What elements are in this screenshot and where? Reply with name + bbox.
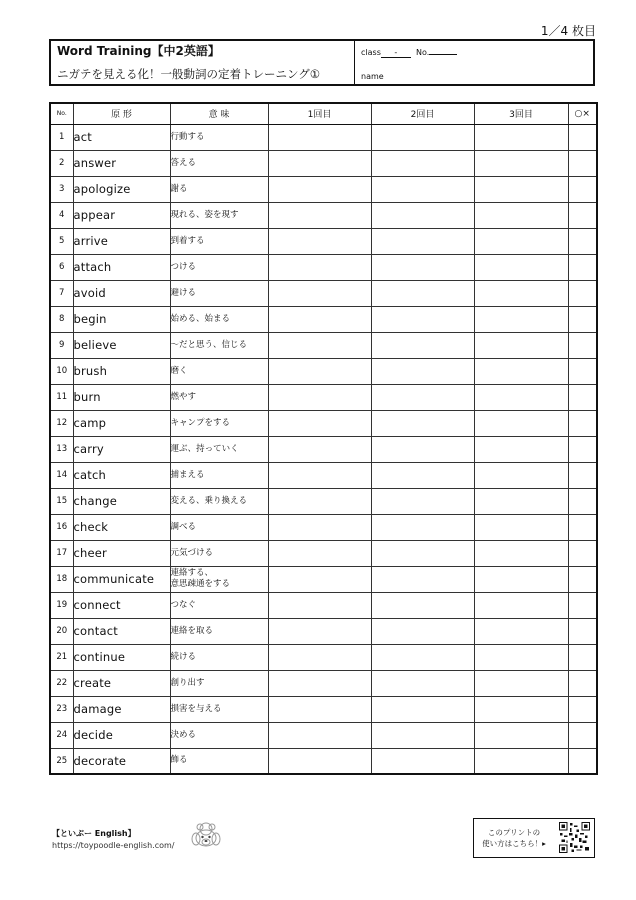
check-mark-cell[interactable] [568, 696, 597, 722]
word-base-form: decide [73, 722, 170, 748]
check-mark-cell[interactable] [568, 592, 597, 618]
word-meaning: 捕まえる [170, 462, 268, 488]
attempt-3-cell[interactable] [474, 592, 568, 618]
check-mark-cell[interactable] [568, 124, 597, 150]
check-mark-cell[interactable] [568, 332, 597, 358]
attempt-1-cell[interactable] [268, 280, 371, 306]
word-meaning: 燃やす [170, 384, 268, 410]
attempt-2-cell[interactable] [371, 540, 474, 566]
attempt-2-cell[interactable] [371, 150, 474, 176]
table-row [50, 436, 597, 462]
word-base-form: believe [73, 332, 170, 358]
attempt-3-cell[interactable] [474, 436, 568, 462]
check-mark-cell[interactable] [568, 540, 597, 566]
check-mark-cell[interactable] [568, 384, 597, 410]
check-mark-cell[interactable] [568, 254, 597, 280]
name-label: name [361, 72, 384, 81]
row-number: 24 [50, 722, 73, 748]
attempt-1-cell[interactable] [268, 696, 371, 722]
check-mark-cell[interactable] [568, 436, 597, 462]
attempt-3-cell[interactable] [474, 332, 568, 358]
word-base-form: burn [73, 384, 170, 410]
word-meaning: つなぐ [170, 592, 268, 618]
attempt-2-cell[interactable] [371, 722, 474, 748]
word-base-form: carry [73, 436, 170, 462]
check-mark-cell[interactable] [568, 670, 597, 696]
word-base-form: begin [73, 306, 170, 332]
class-field[interactable] [381, 48, 411, 58]
word-meaning: つける [170, 254, 268, 280]
word-table [49, 102, 598, 775]
table-row [50, 202, 597, 228]
check-mark-cell[interactable] [568, 150, 597, 176]
attempt-2-cell[interactable] [371, 358, 474, 384]
check-mark-cell[interactable] [568, 358, 597, 384]
attempt-3-cell[interactable] [474, 176, 568, 202]
attempt-1-cell[interactable] [268, 592, 371, 618]
table-row [50, 488, 597, 514]
attempt-1-cell[interactable] [268, 202, 371, 228]
attempt-1-cell[interactable] [268, 176, 371, 202]
header-base-form: 原 形 [73, 103, 170, 124]
row-number: 15 [50, 488, 73, 514]
check-mark-cell[interactable] [568, 410, 597, 436]
word-base-form: avoid [73, 280, 170, 306]
word-base-form: apologize [73, 176, 170, 202]
row-number: 1 [50, 124, 73, 150]
row-number: 5 [50, 228, 73, 254]
attempt-1-cell[interactable] [268, 462, 371, 488]
row-number: 4 [50, 202, 73, 228]
attempt-3-cell[interactable] [474, 566, 568, 592]
table-row [50, 358, 597, 384]
table-row [50, 410, 597, 436]
site-url-link[interactable]: https://toypoodle-english.com/ [52, 841, 175, 850]
word-base-form: camp [73, 410, 170, 436]
poodle-dog-icon [187, 821, 225, 851]
word-base-form: answer [73, 150, 170, 176]
table-row [50, 722, 597, 748]
worksheet-header [49, 39, 595, 86]
table-row [50, 618, 597, 644]
word-base-form: attach [73, 254, 170, 280]
attempt-3-cell[interactable] [474, 670, 568, 696]
attempt-1-cell[interactable] [268, 306, 371, 332]
attempt-2-cell[interactable] [371, 332, 474, 358]
word-meaning: 磨く [170, 358, 268, 384]
attempt-1-cell[interactable] [268, 150, 371, 176]
attempt-3-cell[interactable] [474, 514, 568, 540]
word-base-form: act [73, 124, 170, 150]
row-number: 10 [50, 358, 73, 384]
attempt-2-cell[interactable] [371, 592, 474, 618]
word-meaning: 創り出す [170, 670, 268, 696]
row-number: 7 [50, 280, 73, 306]
table-row [50, 280, 597, 306]
attempt-2-cell[interactable] [371, 124, 474, 150]
attempt-2-cell[interactable] [371, 644, 474, 670]
word-meaning: 決める [170, 722, 268, 748]
attempt-3-cell[interactable] [474, 722, 568, 748]
attempt-1-cell[interactable] [268, 254, 371, 280]
attempt-3-cell[interactable] [474, 202, 568, 228]
word-base-form: contact [73, 618, 170, 644]
attempt-2-cell[interactable] [371, 410, 474, 436]
word-meaning: キャンプをする [170, 410, 268, 436]
no-label: No. [415, 48, 430, 57]
attempt-3-cell[interactable] [474, 306, 568, 332]
word-base-form: appear [73, 202, 170, 228]
attempt-3-cell[interactable] [474, 644, 568, 670]
attempt-3-cell[interactable] [474, 748, 568, 774]
table-row [50, 384, 597, 410]
word-meaning: 行動する [170, 124, 268, 150]
attempt-2-cell[interactable] [371, 176, 474, 202]
word-base-form: create [73, 670, 170, 696]
word-base-form: cheer [73, 540, 170, 566]
table-row [50, 514, 597, 540]
word-base-form: damage [73, 696, 170, 722]
check-mark-cell[interactable] [568, 176, 597, 202]
check-mark-cell[interactable] [568, 566, 597, 592]
attempt-2-cell[interactable] [371, 436, 474, 462]
row-number: 25 [50, 748, 73, 774]
row-number: 2 [50, 150, 73, 176]
row-number: 22 [50, 670, 73, 696]
attempt-1-cell[interactable] [268, 488, 371, 514]
header-attempt-1: 1回目 [268, 103, 371, 124]
attempt-3-cell[interactable] [474, 384, 568, 410]
table-header-row [50, 103, 597, 124]
row-number: 11 [50, 384, 73, 410]
word-base-form: brush [73, 358, 170, 384]
row-number: 23 [50, 696, 73, 722]
student-info-block [355, 41, 593, 84]
qr-code-icon[interactable] [559, 822, 590, 853]
header-no: No. [50, 103, 73, 124]
check-mark-cell[interactable] [568, 228, 597, 254]
table-row [50, 124, 597, 150]
table-row [50, 462, 597, 488]
row-number: 21 [50, 644, 73, 670]
attempt-3-cell[interactable] [474, 124, 568, 150]
table-row [50, 150, 597, 176]
attempt-3-cell[interactable] [474, 228, 568, 254]
attempt-3-cell[interactable] [474, 618, 568, 644]
attempt-2-cell[interactable] [371, 384, 474, 410]
attempt-2-cell[interactable] [371, 228, 474, 254]
word-base-form: connect [73, 592, 170, 618]
howto-line-1: このプリントの [487, 828, 541, 837]
attempt-2-cell[interactable] [371, 462, 474, 488]
word-base-form: change [73, 488, 170, 514]
check-mark-cell[interactable] [568, 618, 597, 644]
attempt-1-cell[interactable] [268, 384, 371, 410]
word-meaning: 到着する [170, 228, 268, 254]
word-base-form: check [73, 514, 170, 540]
worksheet-title: Word Training【中2英語】 [57, 44, 220, 58]
attempt-2-cell[interactable] [371, 202, 474, 228]
attempt-3-cell[interactable] [474, 358, 568, 384]
number-field[interactable] [429, 45, 457, 55]
row-number: 20 [50, 618, 73, 644]
table-row [50, 540, 597, 566]
attempt-1-cell[interactable] [268, 436, 371, 462]
check-mark-cell[interactable] [568, 306, 597, 332]
attempt-2-cell[interactable] [371, 618, 474, 644]
attempt-1-cell[interactable] [268, 514, 371, 540]
attempt-2-cell[interactable] [371, 514, 474, 540]
attempt-1-cell[interactable] [268, 228, 371, 254]
row-number: 19 [50, 592, 73, 618]
worksheet-subtitle: ニガテを見える化！一般動詞の定着トレーニング① [57, 67, 321, 81]
word-base-form: communicate [73, 566, 170, 592]
attempt-2-cell[interactable] [371, 254, 474, 280]
word-meaning: 避ける [170, 280, 268, 306]
check-mark-cell[interactable] [568, 644, 597, 670]
attempt-1-cell[interactable] [268, 722, 371, 748]
attempt-1-cell[interactable] [268, 644, 371, 670]
howto-text [478, 827, 550, 850]
word-meaning: 連絡を取る [170, 618, 268, 644]
word-meaning: 現れる、姿を現す [170, 202, 268, 228]
word-meaning: 答える [170, 150, 268, 176]
word-meaning: 飾る [170, 748, 268, 774]
row-number: 16 [50, 514, 73, 540]
attempt-2-cell[interactable] [371, 306, 474, 332]
attempt-2-cell[interactable] [371, 696, 474, 722]
page-number: 1／4 枚目 [540, 24, 596, 38]
attempt-3-cell[interactable] [474, 696, 568, 722]
check-mark-cell[interactable] [568, 514, 597, 540]
table-row [50, 644, 597, 670]
row-number: 3 [50, 176, 73, 202]
table-row [50, 566, 597, 592]
word-meaning: ～だと思う、信じる [170, 332, 268, 358]
word-meaning: 変える、乗り換える [170, 488, 268, 514]
attempt-1-cell[interactable] [268, 358, 371, 384]
attempt-2-cell[interactable] [371, 566, 474, 592]
word-meaning: 謝る [170, 176, 268, 202]
word-meaning: 元気づける [170, 540, 268, 566]
table-row [50, 748, 597, 774]
row-number: 14 [50, 462, 73, 488]
attempt-3-cell[interactable] [474, 150, 568, 176]
attempt-3-cell[interactable] [474, 540, 568, 566]
row-number: 12 [50, 410, 73, 436]
word-rows [50, 124, 597, 774]
attempt-2-cell[interactable] [371, 748, 474, 774]
row-number: 18 [50, 566, 73, 592]
word-base-form: arrive [73, 228, 170, 254]
attempt-2-cell[interactable] [371, 488, 474, 514]
attempt-1-cell[interactable] [268, 670, 371, 696]
header-meaning: 意 味 [170, 103, 268, 124]
table-row [50, 332, 597, 358]
attempt-1-cell[interactable] [268, 124, 371, 150]
attempt-3-cell[interactable] [474, 410, 568, 436]
attempt-1-cell[interactable] [268, 332, 371, 358]
table-row [50, 176, 597, 202]
class-label: class [361, 48, 381, 57]
table-row [50, 306, 597, 332]
attempt-1-cell[interactable] [268, 566, 371, 592]
howto-link-box[interactable] [473, 818, 595, 858]
check-mark-cell[interactable] [568, 202, 597, 228]
word-meaning: 調べる [170, 514, 268, 540]
attempt-3-cell[interactable] [474, 488, 568, 514]
table-row [50, 228, 597, 254]
header-attempt-2: 2回目 [371, 103, 474, 124]
row-number: 9 [50, 332, 73, 358]
attempt-3-cell[interactable] [474, 462, 568, 488]
word-meaning: 連絡する、 意思疎通をする [170, 566, 268, 592]
row-number: 6 [50, 254, 73, 280]
title-block [51, 41, 355, 84]
check-mark-cell[interactable] [568, 462, 597, 488]
word-meaning: 続ける [170, 644, 268, 670]
check-mark-cell[interactable] [568, 748, 597, 774]
header-check-mark: ○× [568, 103, 597, 124]
word-meaning: 始める、始まる [170, 306, 268, 332]
check-mark-cell[interactable] [568, 722, 597, 748]
table-row [50, 696, 597, 722]
class-number-line [361, 45, 457, 58]
row-number: 13 [50, 436, 73, 462]
attempt-1-cell[interactable] [268, 540, 371, 566]
word-base-form: continue [73, 644, 170, 670]
word-meaning: 損害を与える [170, 696, 268, 722]
row-number: 8 [50, 306, 73, 332]
table-row [50, 254, 597, 280]
word-base-form: catch [73, 462, 170, 488]
attempt-2-cell[interactable] [371, 670, 474, 696]
attempt-3-cell[interactable] [474, 254, 568, 280]
word-base-form: decorate [73, 748, 170, 774]
attempt-3-cell[interactable] [474, 280, 568, 306]
howto-line-2: 使い方はこちら！▸ [482, 839, 546, 849]
attempt-2-cell[interactable] [371, 280, 474, 306]
check-mark-cell[interactable] [568, 280, 597, 306]
table-row [50, 592, 597, 618]
table-row [50, 670, 597, 696]
check-mark-cell[interactable] [568, 488, 597, 514]
brand-name: 【といぷー English】 [52, 829, 136, 838]
row-number: 17 [50, 540, 73, 566]
attempt-1-cell[interactable] [268, 410, 371, 436]
class-dash: - [394, 48, 398, 57]
header-attempt-3: 3回目 [474, 103, 568, 124]
attempt-1-cell[interactable] [268, 618, 371, 644]
word-meaning: 運ぶ、持っていく [170, 436, 268, 462]
attempt-1-cell[interactable] [268, 748, 371, 774]
